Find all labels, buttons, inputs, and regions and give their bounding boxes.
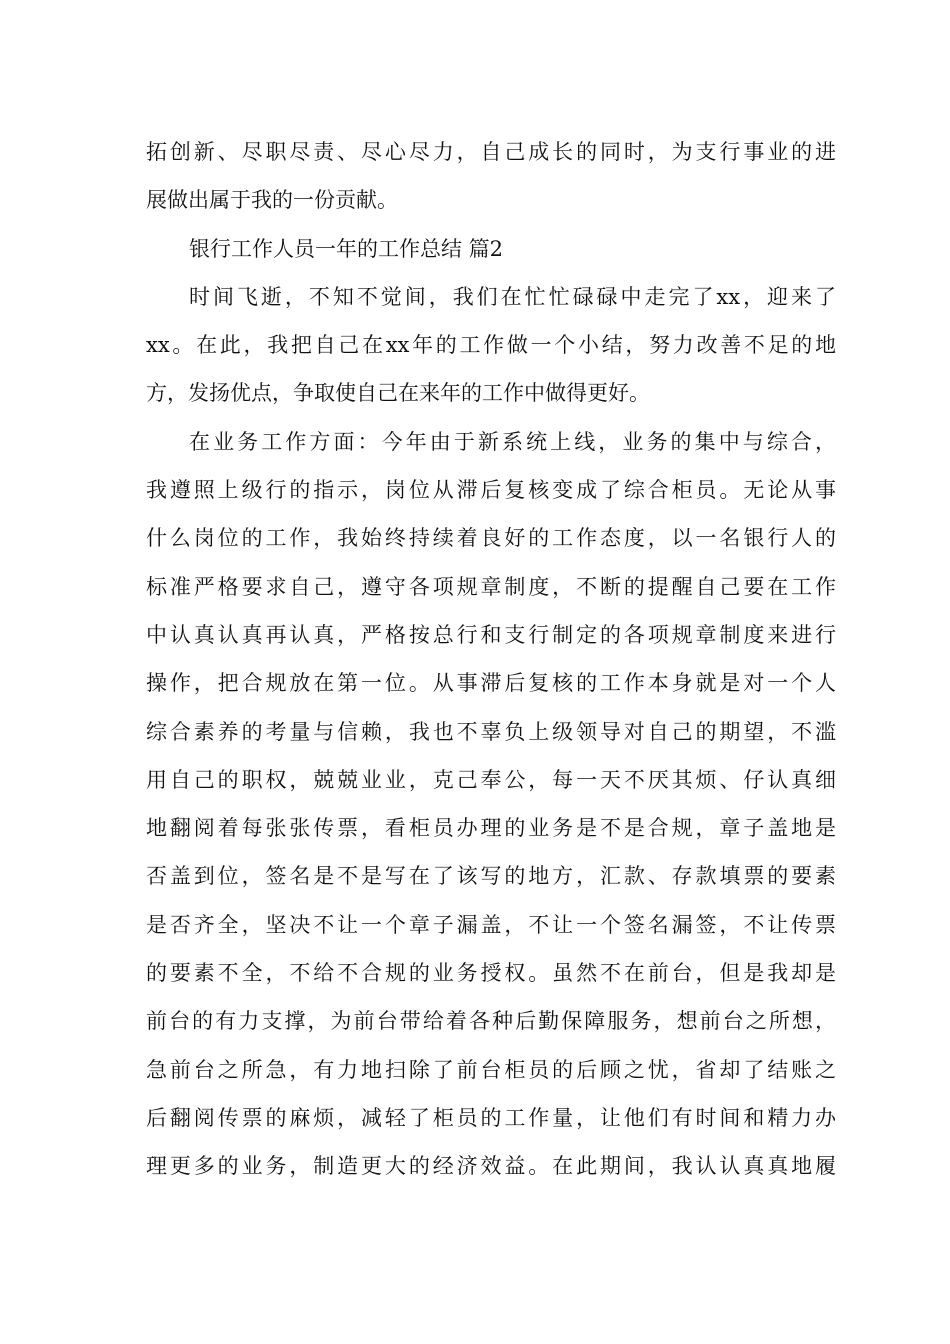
text-line: xx。在此，我把自己在xx年的工作做一个小结，努力改善不足的地 bbox=[146, 333, 836, 358]
text-line: 时间飞逝，不知不觉间，我们在忙忙碌碌中走完了xx，迎来了 bbox=[189, 284, 836, 309]
text-line: 在业务工作方面：今年由于新系统上线，业务的集中与综合， bbox=[189, 429, 836, 454]
text-line: 标准严格要求自己，遵守各项规章制度，不断的提醒自己要在工作 bbox=[146, 574, 836, 599]
text-line: 前台的有力支撑，为前台带给着各种后勤保障服务，想前台之所想， bbox=[146, 1009, 836, 1034]
text-line: 方，发扬优点，争取使自己在来年的工作中做得更好。 bbox=[146, 381, 650, 406]
text-line: 急前台之所急，有力地扫除了前台柜员的后顾之忧，省却了结账之 bbox=[146, 1057, 836, 1082]
text-line: 操作，把合规放在第一位。从事滞后复核的工作本身就是对一个人 bbox=[146, 671, 836, 696]
text-line: 否盖到位，签名是不是写在了该写的地方，汇款、存款填票的要素 bbox=[146, 864, 836, 889]
text-line: 中认真认真再认真，严格按总行和支行制定的各项规章制度来进行 bbox=[146, 622, 836, 647]
text-line: 展做出属于我的一份贡献。 bbox=[146, 188, 398, 213]
text-line: 地翻阅着每张张传票，看柜员办理的业务是不是合规，章子盖地是 bbox=[146, 816, 836, 841]
document-body bbox=[146, 128, 836, 1191]
text-line: 综合素养的考量与信赖，我也不辜负上级领导对自己的期望，不滥 bbox=[146, 719, 836, 744]
text-line: 拓创新、尽职尽责、尽心尽力，自己成长的同时，为支行事业的进 bbox=[146, 140, 836, 164]
text-line: 我遵照上级行的指示，岗位从滞后复核变成了综合柜员。无论从事 bbox=[146, 478, 836, 503]
text-line: 的要素不全，不给不合规的业务授权。虽然不在前台，但是我却是 bbox=[146, 961, 836, 986]
text-line: 后翻阅传票的麻烦，减轻了柜员的工作量，让他们有时间和精力办 bbox=[146, 1105, 836, 1130]
text-line: 用自己的职权，兢兢业业，克己奉公，每一天不厌其烦、仔认真细 bbox=[146, 767, 836, 792]
section-heading: 银行工作人员一年的工作总结 篇2 bbox=[189, 236, 504, 261]
text-line: 理更多的业务，制造更大的经济效益。在此期间，我认认真真地履 bbox=[146, 1154, 836, 1179]
text-line: 是否齐全，坚决不让一个章子漏盖，不让一个签名漏签，不让传票 bbox=[146, 912, 836, 937]
text-line: 什么岗位的工作，我始终持续着良好的工作态度，以一名银行人的 bbox=[146, 526, 836, 551]
